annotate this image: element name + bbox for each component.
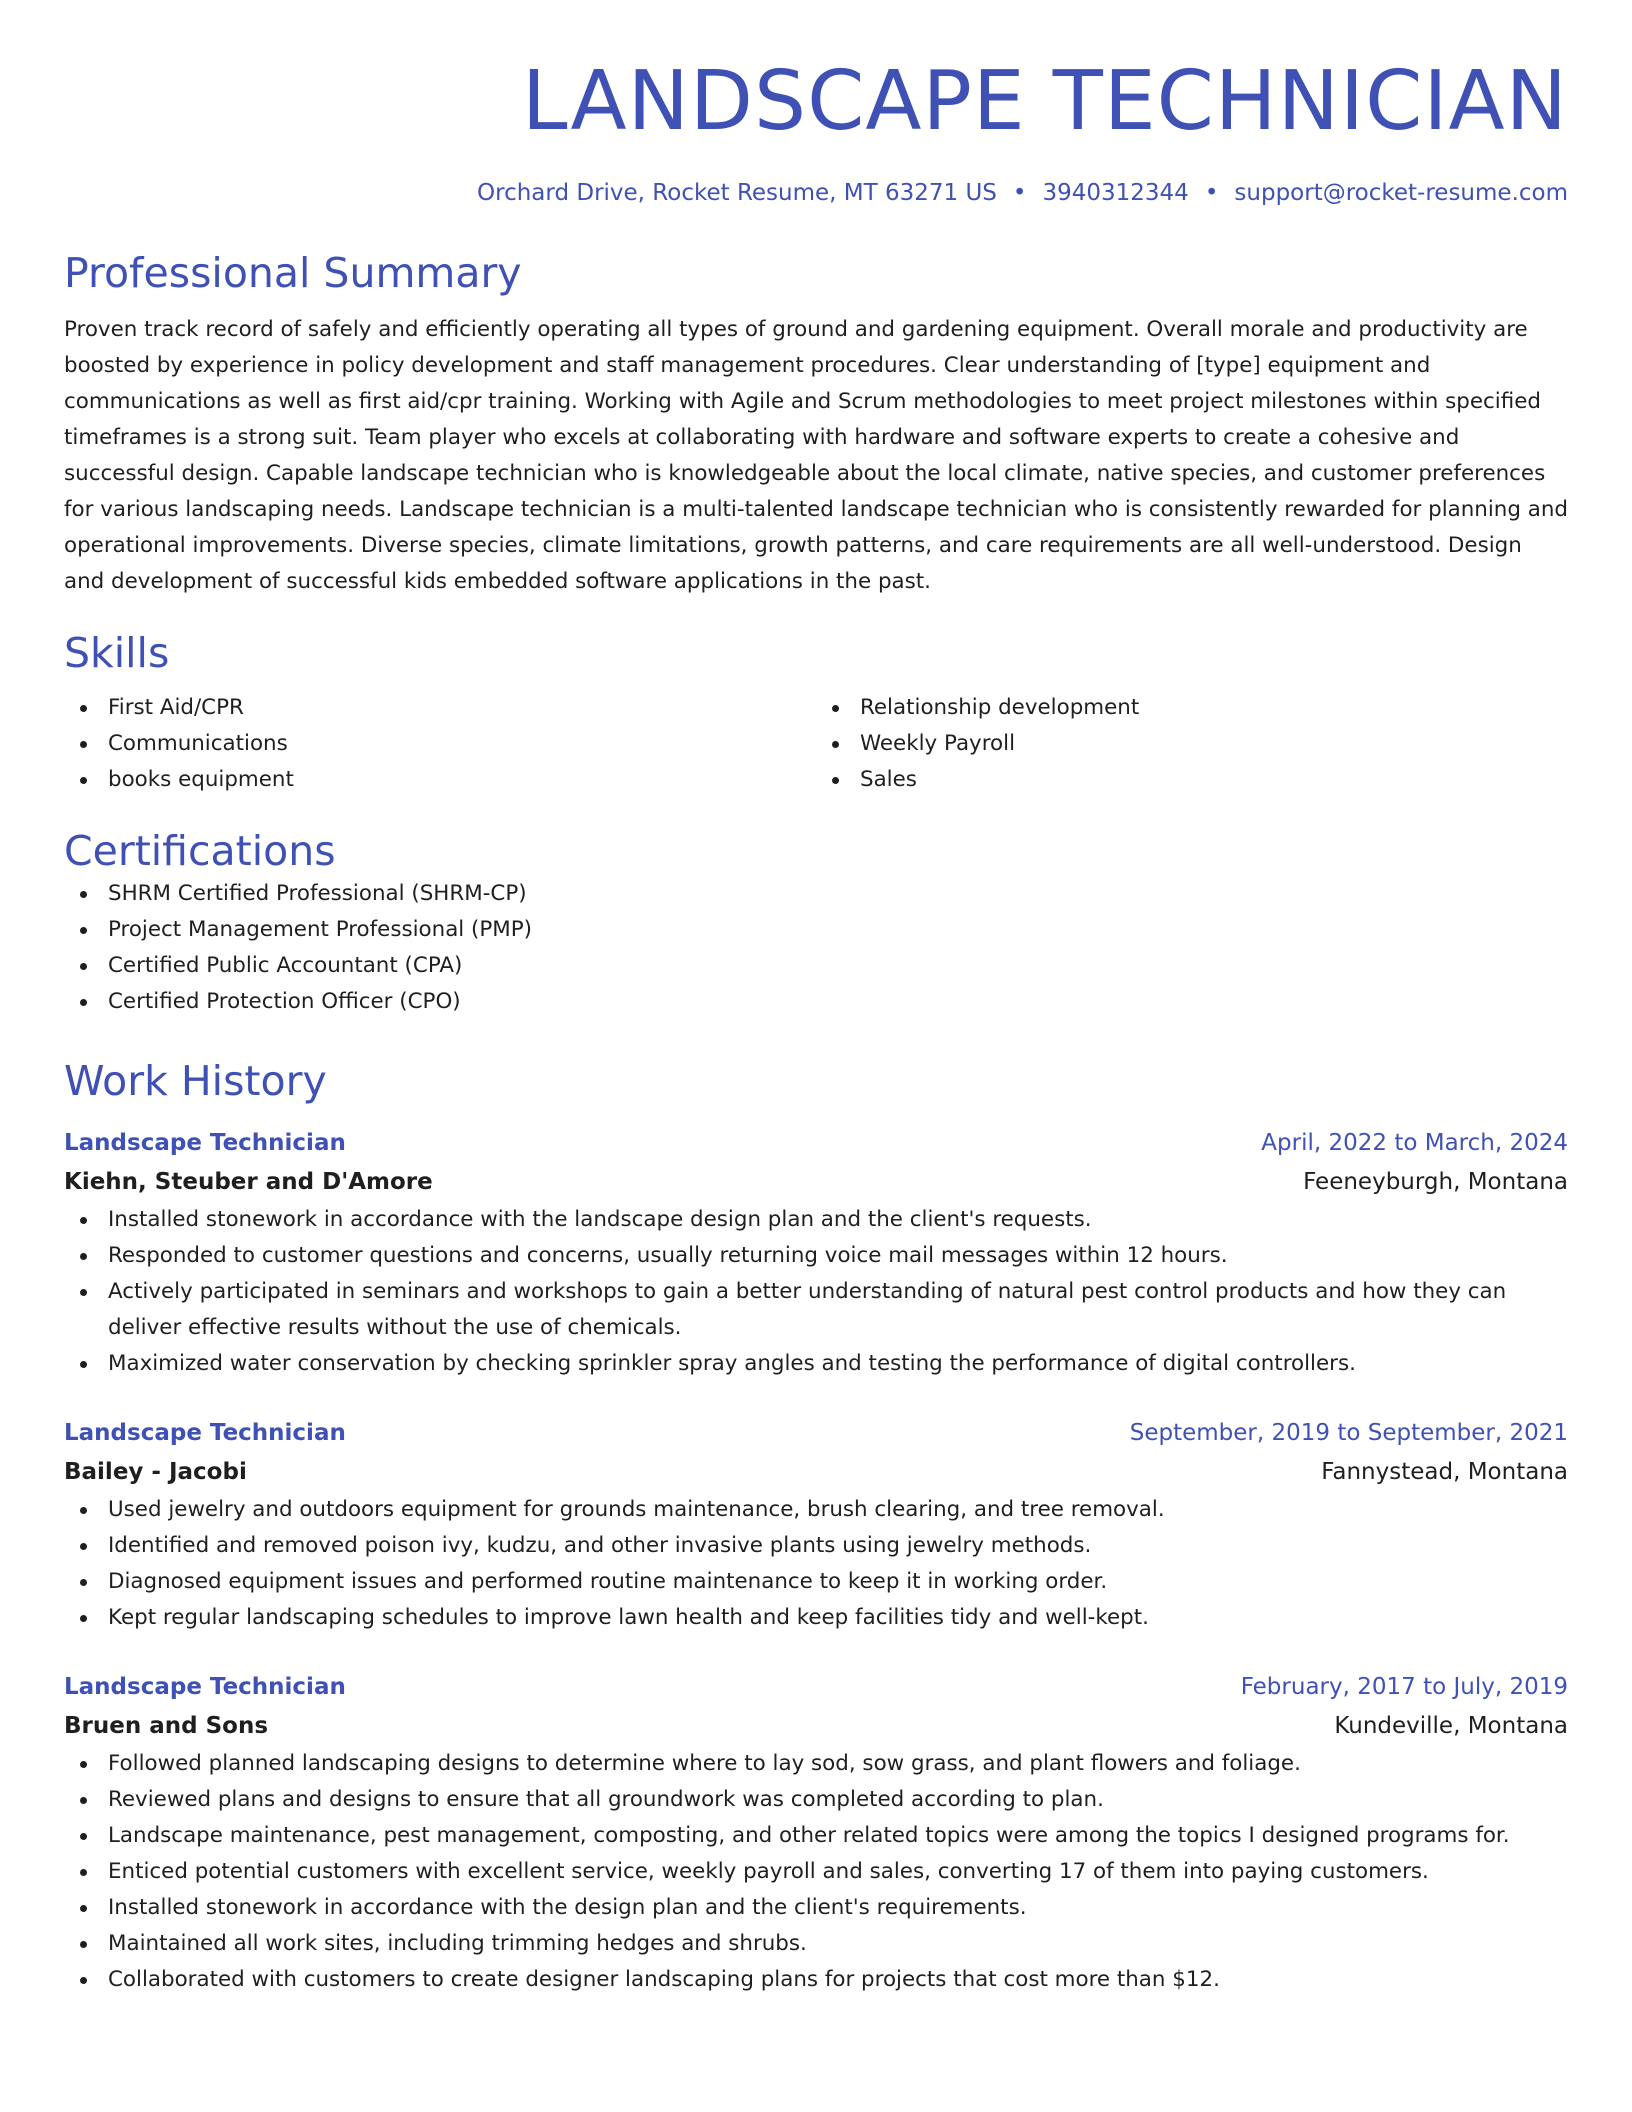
job-duty-item: Diagnosed equipment issues and performed routine maintenance to keep it in working order. <box>64 1564 1568 1600</box>
work-history-heading: Work History <box>64 1057 327 1105</box>
job-duty-item: Enticed potential customers with excellent service, weekly payroll and sales, converting 17 of them into paying customers. <box>64 1854 1568 1890</box>
skills-list-right <box>816 690 1568 798</box>
job-duty-item: Followed planned landscaping designs to determine where to lay sod, sow grass, and plant flowers and foliage. <box>64 1746 1568 1782</box>
summary-heading: Professional Summary <box>64 249 522 297</box>
job-duty-item: Reviewed plans and designs to ensure that all groundwork was completed according to plan. <box>64 1782 1568 1818</box>
job-company-row <box>64 1452 1568 1492</box>
job-duty-item: Landscape maintenance, pest management, composting, and other related topics were among the topics I designed programs for. <box>64 1818 1568 1854</box>
contact-address: Orchard Drive, Rocket Resume, MT 63271 US <box>477 180 997 206</box>
skills-heading: Skills <box>64 629 170 677</box>
certification-item: Certified Public Accountant (CPA) <box>64 948 1568 984</box>
job-duties-list <box>64 1492 1568 1636</box>
skill-item: Communications <box>64 726 816 762</box>
contact-phone: 3940312344 <box>1042 180 1189 206</box>
skill-item: Sales <box>816 762 1568 798</box>
job-duty-item: Used jewelry and outdoors equipment for grounds maintenance, brush clearing, and tree removal. <box>64 1492 1568 1528</box>
skill-item: First Aid/CPR <box>64 690 816 726</box>
certification-item: Project Management Professional (PMP) <box>64 912 1568 948</box>
job-role: Landscape Technician <box>64 1674 346 1700</box>
job-duty-item: Identified and removed poison ivy, kudzu, and other invasive plants using jewelry methods. <box>64 1528 1568 1564</box>
job-dates: February, 2017 to July, 2019 <box>1240 1674 1568 1700</box>
skills-column-right <box>816 690 1568 798</box>
job-dates: September, 2019 to September, 2021 <box>1129 1420 1568 1446</box>
skill-item: Weekly Payroll <box>816 726 1568 762</box>
candidate-title: LANDSCAPE TECHNICIAN <box>521 54 1568 149</box>
resume-header <box>64 0 1568 208</box>
job-title-row <box>64 1124 1568 1162</box>
contact-separator: • <box>1012 180 1027 206</box>
job-company-row <box>64 1162 1568 1202</box>
certification-item: SHRM Certified Professional (SHRM-CP) <box>64 876 1568 912</box>
job-duty-item: Installed stonework in accordance with the landscape design plan and the client's requests. <box>64 1202 1568 1238</box>
job-duty-item: Actively participated in seminars and workshops to gain a better understanding of natural pest control products and how they can deliver effective results without the use of chemicals. <box>64 1274 1568 1346</box>
job-duty-item: Installed stonework in accordance with the design plan and the client's requirements. <box>64 1890 1568 1926</box>
skill-item: books equipment <box>64 762 816 798</box>
contact-line <box>64 178 1568 208</box>
job-entry <box>64 1124 1568 1382</box>
contact-email[interactable]: support@rocket-resume.com <box>1234 180 1568 206</box>
job-entry <box>64 1668 1568 1998</box>
job-duties-list <box>64 1202 1568 1382</box>
job-location: Fannystead, Montana <box>1321 1459 1568 1485</box>
job-company-row <box>64 1706 1568 1746</box>
job-dates: April, 2022 to March, 2024 <box>1261 1130 1568 1156</box>
skills-list-left <box>64 690 816 798</box>
job-role: Landscape Technician <box>64 1420 346 1446</box>
job-location: Kundeville, Montana <box>1334 1713 1568 1739</box>
job-company: Bruen and Sons <box>64 1713 269 1739</box>
job-company: Kiehn, Steuber and D'Amore <box>64 1169 433 1195</box>
job-entry <box>64 1414 1568 1636</box>
skill-item: Relationship development <box>816 690 1568 726</box>
job-duty-item: Responded to customer questions and concerns, usually returning voice mail messages within 12 hours. <box>64 1238 1568 1274</box>
job-duty-item: Kept regular landscaping schedules to improve lawn health and keep facilities tidy and well-kept. <box>64 1600 1568 1636</box>
certification-item: Certified Protection Officer (CPO) <box>64 984 1568 1020</box>
certifications-list <box>64 876 1568 1020</box>
job-company: Bailey - Jacobi <box>64 1459 247 1485</box>
contact-separator: • <box>1204 180 1219 206</box>
job-title-row <box>64 1668 1568 1706</box>
job-duty-item: Maximized water conservation by checking sprinkler spray angles and testing the performance of digital controllers. <box>64 1346 1568 1382</box>
skills-column-left <box>64 690 816 798</box>
certifications-heading: Certifications <box>64 827 336 875</box>
summary-text: Proven track record of safely and efficiently operating all types of ground and gardening equipment. Overall morale and productivity are boosted by experience in policy development and staff management procedures. Clear understanding of [type] equipment and communications as well as first aid/cpr training. Working with Agile and Scrum methodologies to meet project milestones within specified timeframes is a strong suit. Team player who excels at collaborating with hardware and software experts to create a cohesive and successful design. Capable landscape technician who is knowledgeable about the local climate, native species, and customer preferences for various landscaping needs. Landscape technician is a multi-talented landscape technician who is consistently rewarded for planning and operational improvements. Diverse species, climate limitations, growth patterns, and care requirements are all well-understood. Design and development of successful kids embedded software applications in the past. <box>64 317 1568 594</box>
job-location: Feeneyburgh, Montana <box>1303 1169 1568 1195</box>
job-duty-item: Maintained all work sites, including trimming hedges and shrubs. <box>64 1926 1568 1962</box>
skills-grid <box>64 690 1568 798</box>
job-duty-item: Collaborated with customers to create designer landscaping plans for projects that cost more than $12. <box>64 1962 1568 1998</box>
job-role: Landscape Technician <box>64 1130 346 1156</box>
job-duties-list <box>64 1746 1568 1998</box>
job-title-row <box>64 1414 1568 1452</box>
